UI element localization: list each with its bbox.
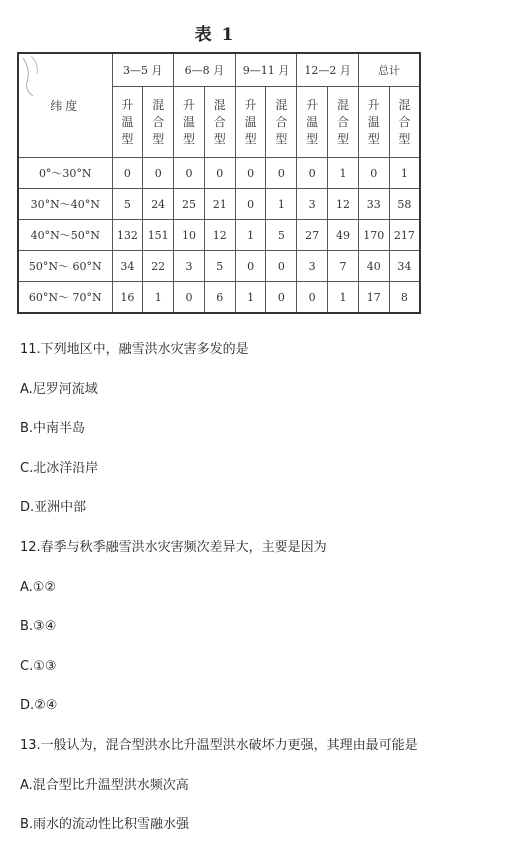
type-header-mixed: 混合型 <box>213 97 226 146</box>
question-stem: 11.下列地区中，融雪洪水灾害多发的是 <box>20 342 249 357</box>
value-cell: 7 <box>328 251 359 282</box>
answer-option[interactable]: A.尼罗河流域 <box>20 381 98 397</box>
value-cell: 217 <box>389 220 420 251</box>
season-header: 3—5 月 <box>112 53 174 87</box>
value-cell: 0 <box>204 158 235 189</box>
value-cell: 3 <box>297 189 328 220</box>
type-header-mixed: 混合型 <box>398 97 411 146</box>
value-cell: 58 <box>389 189 420 220</box>
question-stem: 12.春季与秋季融雪洪水灾害频次差异大，主要是因为 <box>20 539 327 555</box>
value-cell: 1 <box>143 282 174 314</box>
value-cell: 16 <box>112 282 143 314</box>
value-cell: 22 <box>143 251 174 282</box>
value-cell: 34 <box>112 251 143 282</box>
value-cell: 3 <box>174 251 205 282</box>
value-cell: 49 <box>328 220 359 251</box>
answer-option[interactable]: B.中南半岛 <box>20 421 86 437</box>
type-header-warming: 升温型 <box>244 97 257 146</box>
answer-option[interactable]: A.混合型比升温型洪水频次高 <box>20 777 189 793</box>
value-cell: 0 <box>358 158 389 189</box>
answer-option[interactable]: D.②④ <box>20 698 58 714</box>
value-cell: 0 <box>266 158 297 189</box>
answer-option[interactable]: B.③④ <box>20 619 57 635</box>
table-row <box>18 158 420 189</box>
type-header-warming: 升温型 <box>182 97 195 146</box>
value-cell: 1 <box>235 282 266 314</box>
value-cell: 1 <box>235 220 266 251</box>
answer-option[interactable]: C.①③ <box>20 658 57 674</box>
value-cell: 1 <box>328 158 359 189</box>
value-cell: 5 <box>204 251 235 282</box>
type-header-mixed: 混合型 <box>275 97 288 146</box>
value-cell: 0 <box>235 251 266 282</box>
snowmelt-flood-table <box>17 52 421 314</box>
question-stem: 13.一般认为，混合型洪水比升温型洪水破坏力更强，其理由最可能是 <box>20 737 418 753</box>
season-header: 9—11 月 <box>235 53 297 87</box>
latitude-cell: 50°N～ 60°N <box>18 251 112 282</box>
type-header-warming: 升温型 <box>367 97 380 146</box>
value-cell: 0 <box>297 158 328 189</box>
latitude-header: 纬度 <box>18 53 112 158</box>
answer-option[interactable]: C.北冰洋沿岸 <box>20 460 99 476</box>
value-cell: 40 <box>358 251 389 282</box>
value-cell: 0 <box>266 282 297 314</box>
value-cell: 25 <box>174 189 205 220</box>
value-cell: 34 <box>389 251 420 282</box>
value-cell: 1 <box>266 189 297 220</box>
value-cell: 0 <box>297 282 328 314</box>
table-row <box>18 220 420 251</box>
value-cell: 0 <box>235 158 266 189</box>
table-title: 表 1 <box>194 25 236 45</box>
latitude-cell: 40°N～50°N <box>18 220 112 251</box>
value-cell: 33 <box>358 189 389 220</box>
latitude-cell: 0°～30°N <box>18 158 112 189</box>
value-cell: 10 <box>174 220 205 251</box>
value-cell: 3 <box>297 251 328 282</box>
latitude-cell: 30°N～40°N <box>18 189 112 220</box>
value-cell: 151 <box>143 220 174 251</box>
value-cell: 24 <box>143 189 174 220</box>
value-cell: 21 <box>204 189 235 220</box>
value-cell: 1 <box>328 282 359 314</box>
value-cell: 12 <box>328 189 359 220</box>
value-cell: 0 <box>143 158 174 189</box>
type-header-warming: 升温型 <box>121 97 134 146</box>
value-cell: 132 <box>112 220 143 251</box>
value-cell: 0 <box>112 158 143 189</box>
type-header-mixed: 混合型 <box>336 97 349 146</box>
value-cell: 0 <box>266 251 297 282</box>
answer-option[interactable]: B.雨水的流动性比积雪融水强 <box>20 817 190 833</box>
value-cell: 0 <box>174 282 205 314</box>
value-cell: 12 <box>204 220 235 251</box>
answer-option[interactable]: A.①② <box>20 579 57 595</box>
value-cell: 0 <box>174 158 205 189</box>
question-list <box>20 340 510 855</box>
season-header-row <box>18 53 420 87</box>
value-cell: 8 <box>389 282 420 314</box>
table-row <box>18 282 420 314</box>
type-header-mixed: 混合型 <box>152 97 165 146</box>
total-header: 总计 <box>358 53 420 87</box>
value-cell: 170 <box>358 220 389 251</box>
type-header-warming: 升温型 <box>306 97 319 146</box>
value-cell: 0 <box>235 189 266 220</box>
value-cell: 17 <box>358 282 389 314</box>
table-row <box>18 251 420 282</box>
table-row <box>18 189 420 220</box>
value-cell: 5 <box>112 189 143 220</box>
season-header: 6—8 月 <box>174 53 236 87</box>
value-cell: 5 <box>266 220 297 251</box>
value-cell: 27 <box>297 220 328 251</box>
value-cell: 1 <box>389 158 420 189</box>
latitude-cell: 60°N～ 70°N <box>18 282 112 314</box>
answer-option[interactable]: D.亚洲中部 <box>20 500 87 516</box>
season-header: 12—2 月 <box>297 53 359 87</box>
value-cell: 6 <box>204 282 235 314</box>
